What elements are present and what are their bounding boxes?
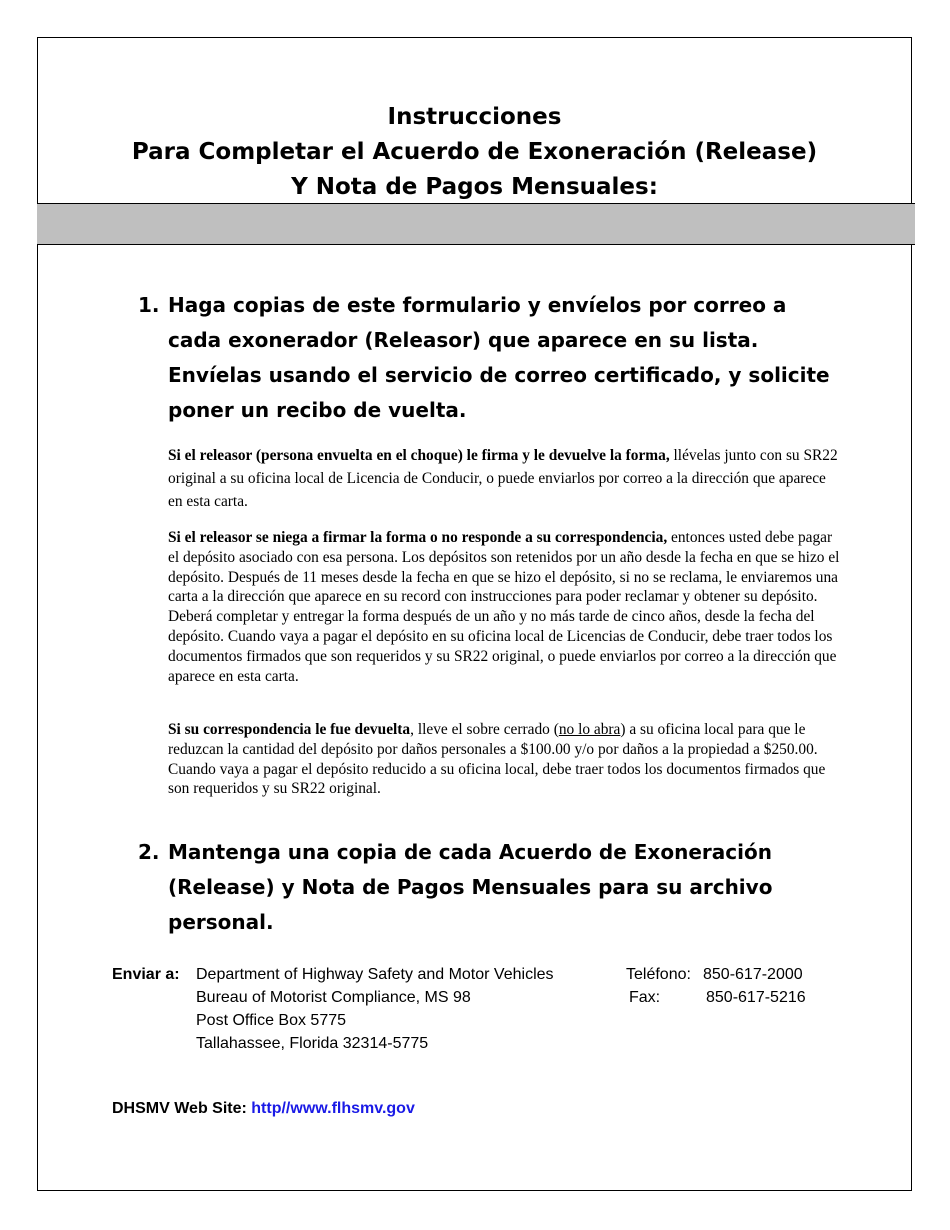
step-1: [138, 288, 838, 428]
website-link[interactable]: http//www.flhsmv.gov: [251, 1100, 415, 1117]
paragraph-1-text: llévelas junto con su SR22 original a su oficina local de Licencia de Conducir, o puede enviarlos por correo a la dirección que aparece en esta carta.: [168, 447, 838, 510]
send-to-label: Enviar a:: [112, 966, 180, 983]
phone-number: 850-617-2000: [703, 966, 803, 983]
address-line-4: Tallahassee, Florida 32314-5775: [196, 1035, 429, 1052]
address-line-3: Post Office Box 5775: [196, 1012, 347, 1029]
paragraph-3-underline: no lo abra: [558, 721, 621, 738]
paragraph-3-bold: Si su correspondencia le fue devuelta: [168, 721, 411, 738]
step-2-text: Mantenga una copia de cada Acuerdo de Exoneración (Release) y Nota de Pagos Mensuales para su archivo personal.: [168, 840, 773, 934]
title-line-1: Instrucciones: [387, 104, 562, 130]
fax-label: Fax:: [629, 989, 661, 1006]
paragraph-2-bold: Si el releasor se niega a firmar la forma o no responde a su correspondencia,: [168, 529, 668, 546]
paragraph-1-bold: Si el releasor (persona envuelta en el choque) le firma y le devuelve la forma,: [168, 447, 670, 464]
gray-divider-band: [37, 203, 915, 245]
phone-label: Teléfono:: [626, 966, 691, 983]
paragraph-3-text-b: ) a su oficina local para que le reduzcan la cantidad del depósito por daños personales a $100.00 y/o por daños a la propiedad a $250.00. Cuando vaya a pagar el depósito reducido a su oficina local, debe traer todos los documentos firmados que son requeridos y su SR22 original.: [168, 721, 826, 798]
mailing-address: [196, 963, 554, 1055]
step-2-number: 2.: [138, 840, 160, 864]
website-label: DHSMV Web Site:: [112, 1100, 252, 1117]
address-line-2: Bureau of Motorist Compliance, MS 98: [196, 989, 471, 1006]
fax-number: 850-617-5216: [706, 989, 806, 1006]
title-line-3: Y Nota de Pagos Mensuales:: [291, 174, 658, 200]
paragraph-2-text: entonces usted debe pagar el depósito asociado con esa persona. Los depósitos son retenidos por un año desde la fecha en que se hizo el depósito. Después de 11 meses desde la fecha en que se hizo el depósito, si no se reclama, le enviaremos una carta a la dirección que aparece en su record con instrucciones para poder reclamar y obtener su depósito. Deberá completar y entregar la forma después de un año y no más tarde de cinco años, desde la fecha del depósito. Cuando vaya a pagar el depósito en su oficina local de Licencias de Conducir, debe traer todos los documentos firmados que son requeridos y su SR22 original, o puede enviarlos por correo a la dirección que aparece en esta carta.: [168, 529, 840, 685]
step-1-text: Haga copias de este formulario y envíelos por correo a cada exonerador (Releasor) que aparece en su lista. Envíelas usando el servicio de correo certificado, y solicite poner un recibo de vuelta.: [168, 293, 830, 422]
paragraph-refused-release: [168, 528, 840, 686]
title-line-2: Para Completar el Acuerdo de Exoneración (Release): [131, 139, 818, 165]
website-line: [112, 1100, 415, 1118]
paragraph-3-text-a: , lleve el sobre cerrado (: [410, 721, 559, 738]
paragraph-signed-release: [168, 444, 840, 513]
paragraph-returned-mail: [168, 720, 840, 799]
step-1-number: 1.: [138, 293, 160, 317]
address-line-1: Department of Highway Safety and Motor Vehicles: [196, 966, 554, 983]
page-title: [37, 100, 912, 205]
step-2: [138, 835, 838, 940]
